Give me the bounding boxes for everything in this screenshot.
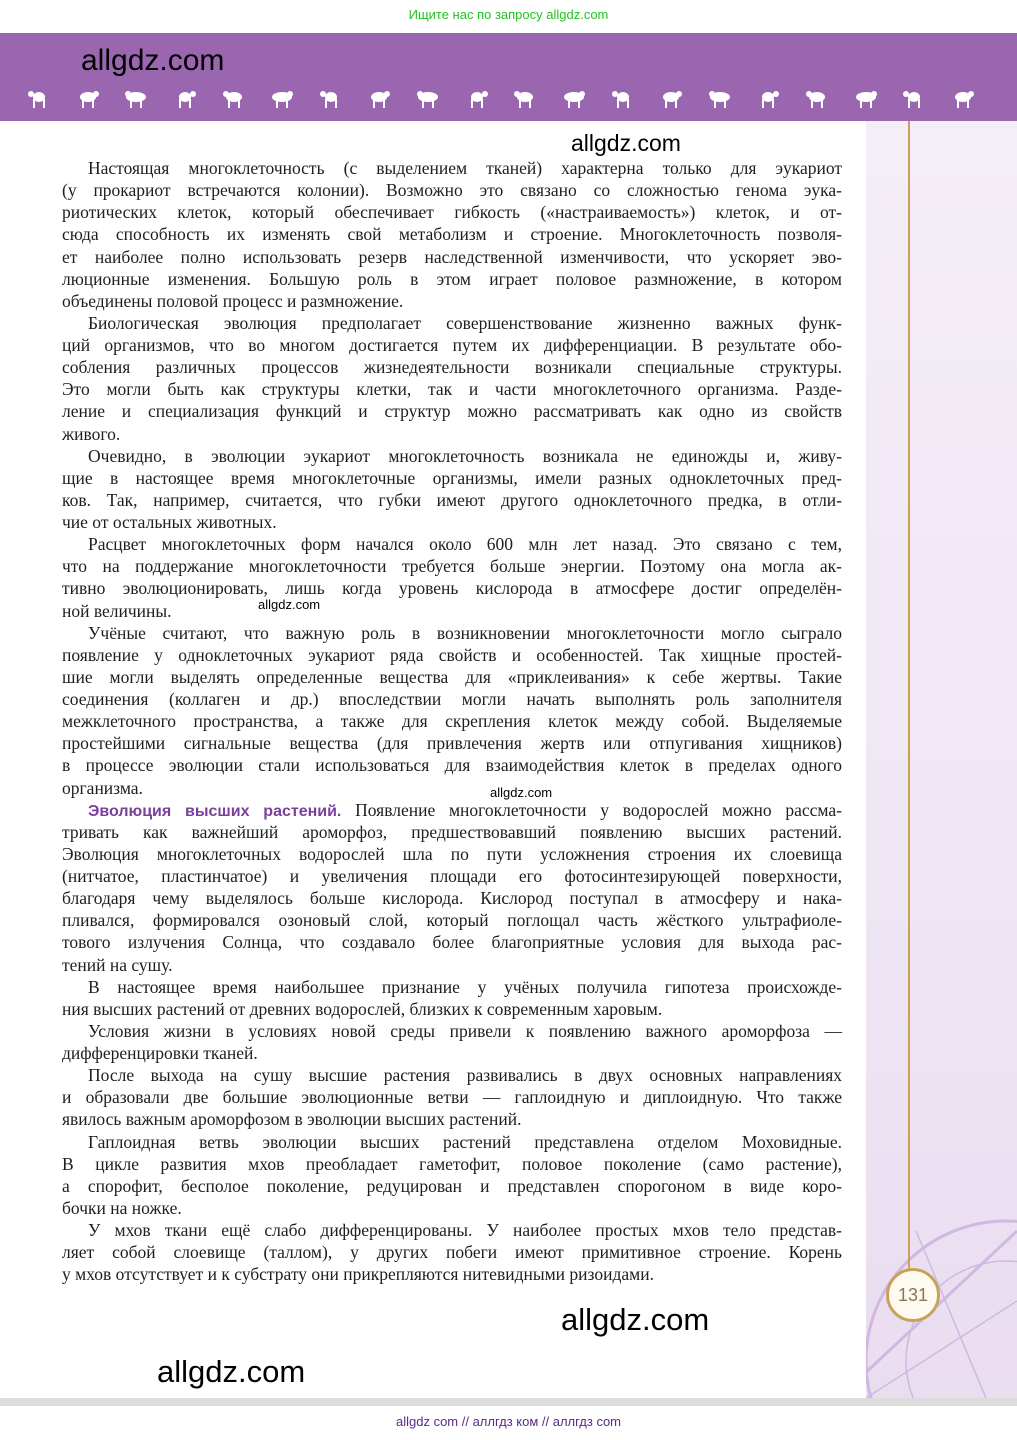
- bird-icon: [804, 86, 830, 110]
- horse-icon: [755, 86, 781, 110]
- paragraph: [62, 533, 842, 622]
- text-line: шие могли выделять определенные вещества для «приклеивания» к себе жертвы. Такие: [62, 666, 842, 687]
- text-line: чие от остальных животных.: [62, 512, 277, 532]
- text-line: После выхода на сушу высшие растения развивались в двух основных направлениях: [88, 1065, 842, 1086]
- paragraph: [62, 312, 842, 445]
- text-line: бочки на ножке.: [62, 1197, 182, 1218]
- text-line: Биологическая эволюция предполагает совершенствование жизненно важных функ-: [88, 312, 842, 333]
- text-line: ной величины.: [62, 600, 172, 621]
- text-line: что на поддержание многоклеточности требуется больше энергии. Поэтому она могла ак-: [62, 556, 842, 577]
- text-line: благодаря чему выделялось больше кислорода. Кислород поступал в атмосферу и нака-: [62, 888, 842, 909]
- text-line: ния высших растений от древних водорослей, близких к современным харовым.: [62, 998, 663, 1019]
- text-line: появление у одноклеточных эукариот ряда свойств и особенностей. Так хищные простей-: [62, 644, 842, 665]
- text-line: тового излучения Солнца, что создавало более благоприятные условия для выхода рас-: [62, 932, 842, 953]
- text-line: организма.: [62, 777, 143, 798]
- primate-icon: [318, 86, 344, 110]
- text-line: [62, 799, 842, 821]
- bison-icon: [464, 86, 490, 110]
- text-line: В настоящее время наибольшее признание у учёных получила гипотеза происхожде-: [88, 976, 842, 997]
- hominid-icon: [950, 86, 976, 110]
- section-heading: Эволюция высших растений.: [88, 802, 342, 820]
- text-line: (нитчатое, пластинчатое) и увеличения площади его фотосинтезирующей поверхности,: [62, 866, 842, 886]
- insect-icon: [415, 86, 441, 110]
- text-line: простейшими сигнальные вещества (для привлечения жертв или отпугивания хищников): [62, 733, 842, 754]
- text-line: Эволюция многоклеточных водорослей шла по пути усложнения строения их слоевища: [62, 843, 842, 864]
- text-line: Очевидно, в эволюции эукариот многоклеточность возникала не единожды и, живу-: [88, 445, 842, 466]
- text-line: пливался, формировался озоновый слой, который поглощал часть жёсткого ультрафиоле-: [62, 910, 842, 931]
- butterfly-icon: [75, 86, 101, 110]
- fish-icon: [853, 86, 879, 110]
- paragraph: [62, 157, 842, 312]
- page-bottom-edge: [0, 1398, 1017, 1406]
- text-line: тивно эволюционировать, лишь когда уровень кислорода в атмосфере достиг определён-: [62, 578, 842, 599]
- text-line: тений на сушу.: [62, 954, 173, 975]
- main-text: [62, 157, 842, 1285]
- text-line: живого.: [62, 423, 121, 444]
- text-line: а спорофит, бесполое поколение, редуцирован и представлен спорогоном в виде коро-: [62, 1175, 842, 1196]
- text-line: ет наиболее полно использовать резерв наследственной изменчивости, что ускоряет эво-: [62, 246, 842, 267]
- text-line: объединены половой процесс и размножение.: [62, 290, 404, 311]
- watermark: allgdz.com: [157, 1354, 306, 1389]
- watermark: allgdz.com: [561, 1302, 710, 1337]
- text-line: соединения (коллаген и др.) впоследствии могли начать выполнять роль заполнителя: [62, 689, 842, 709]
- watermark: allgdz.com: [571, 130, 681, 156]
- line-text: Появление многоклеточности у водорослей можно рассма-: [341, 799, 842, 820]
- watermark: allgdz.com: [490, 785, 553, 800]
- text-line: люционные изменения. Большую роль в этом играет половое размножение, в котором: [62, 268, 842, 289]
- horse-icon: [172, 86, 198, 110]
- compass-decoration-icon: [866, 121, 1017, 1398]
- hominid-icon: [366, 86, 392, 110]
- text-line: тривать как важнейший ароморфоз, предшествовавший появлению высших растений.: [62, 821, 842, 842]
- paragraph: [62, 799, 842, 976]
- text-line: Настоящая многоклеточность (с выделением тканей) характерна только для эукариот: [88, 158, 842, 178]
- scorpion-icon: [123, 86, 149, 110]
- paragraph: [62, 1219, 842, 1285]
- text-line: ций организмов, что во многом достигается путем их дифференциации. В результате обо-: [62, 335, 842, 355]
- text-line: сюда способность их изменять свой метаболизм и строение. Многоклеточность позволя-: [62, 224, 842, 245]
- text-line: межклеточного пространства, а также для скрепления клеток между собой. Выделяемые: [62, 711, 842, 732]
- text-line: У мхов ткани ещё слабо дифференцированы. У наиболее простых мхов тело представ-: [88, 1220, 842, 1240]
- text-line: и образовали две большие эволюционные ветви — гаплоидную и диплоидную. Что также: [62, 1087, 842, 1108]
- rhino-icon: [658, 86, 684, 110]
- watermark: allgdz.com: [81, 44, 225, 77]
- text-line: явилось важным ароморфозом в эволюции высших растений.: [62, 1109, 522, 1130]
- side-decoration: [866, 121, 1017, 1398]
- text-line: у мхов отсутствует и к субстрату они прикрепляются нитевидными ризоидами.: [62, 1264, 654, 1285]
- scorpion-icon: [707, 86, 733, 110]
- text-line: (у прокариот встречаются колонии). Возможно это связано со сложностью генома эука-: [62, 180, 842, 201]
- dinosaur-icon: [561, 86, 587, 110]
- text-line: риотических клеток, который обеспечивает гибкость («настраиваемость») клеток, и от-: [62, 202, 842, 223]
- text-line: Условия жизни в условиях новой среды привели к появлению важного ароморфоза —: [88, 1020, 842, 1041]
- text-line: в процессе эволюции стали использоваться для взаимодействия клеток в пределах одного: [62, 755, 842, 776]
- text-line: собления различных процессов жизнедеятельности возникали специальные структуры.: [62, 357, 842, 378]
- text-line: ляет собой слоевище (таллом), у других побеги имеют примитивное строение. Корень: [62, 1242, 842, 1263]
- text-line: дифференцировки тканей.: [62, 1043, 258, 1063]
- primate-icon: [901, 86, 927, 110]
- footer-links: allgdz com // аллгдз ком // аллгдз com: [395, 1414, 622, 1429]
- animal-icon-strip: [26, 86, 976, 114]
- text-line: ков. Так, например, считается, что губки имеют другого одноклеточного предка, в отли-: [62, 489, 842, 510]
- paragraph: [62, 1131, 842, 1220]
- paragraph: [62, 445, 842, 534]
- text-line: щие в настоящее время многоклеточные организмы, имели разных одноклеточных пред-: [62, 467, 842, 488]
- text-line: В цикле развития мхов преобладает гаметофит, половое поколение (само растение),: [62, 1153, 842, 1174]
- text-line: Расцвет многоклеточных форм начался около 600 млн лет назад. Это связано с тем,: [88, 534, 842, 555]
- paragraph: [62, 1064, 842, 1130]
- text-line: Гаплоидная ветвь эволюции высших растений представлена отделом Моховидные.: [88, 1131, 842, 1152]
- paragraph: [62, 1020, 842, 1064]
- text-line: Это могли быть как структуры клетки, так и части многоклеточного организма. Разде-: [62, 379, 842, 400]
- butterfly-icon: [610, 86, 636, 110]
- text-line: Учёные считают, что важную роль в возникновении многоклеточности могло сыграло: [88, 622, 842, 643]
- margin-line: [908, 121, 910, 1271]
- text-line: ление и специализация функций и структур можно рассматривать как одно из свойств: [62, 401, 842, 422]
- rhino-icon: [26, 86, 52, 110]
- paragraph: [62, 622, 842, 799]
- lizard-icon: [512, 86, 538, 110]
- page-number: 131: [886, 1268, 940, 1322]
- fish-icon: [269, 86, 295, 110]
- watermark: allgdz.com: [258, 597, 321, 612]
- paragraph: [62, 976, 842, 1020]
- bird-icon: [221, 86, 247, 110]
- top-search-note: Ищите нас по запросу allgdz.com: [408, 7, 609, 22]
